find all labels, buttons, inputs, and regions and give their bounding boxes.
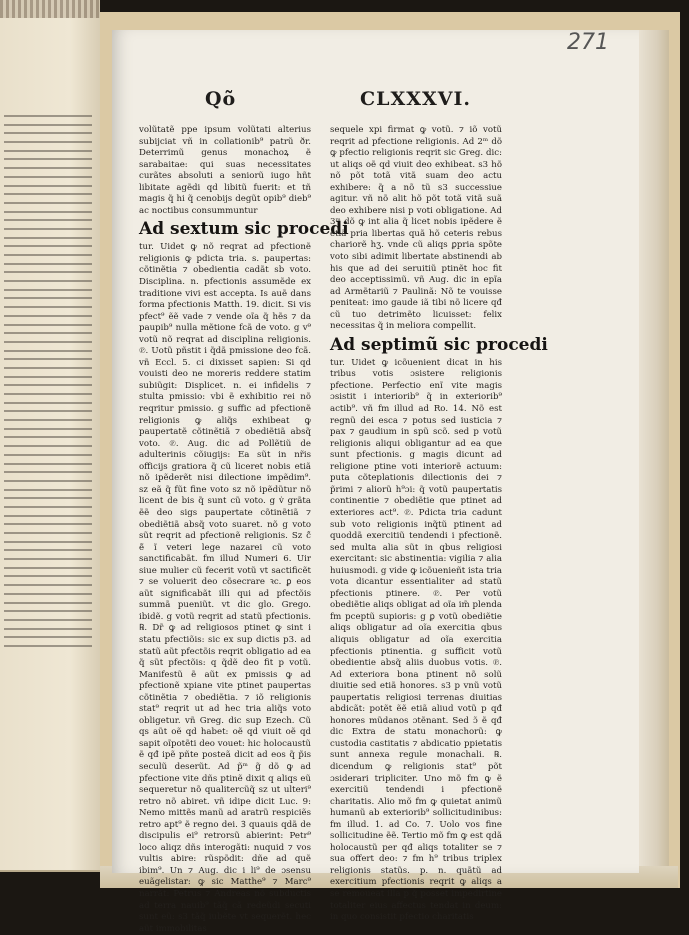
- previous-page-edge: [0, 0, 100, 872]
- running-head-right: CLXXXVI.: [360, 88, 471, 110]
- binding-strip: [0, 0, 100, 18]
- right-article-heading: Ad septimũ sic procedi: [330, 334, 548, 355]
- right-text-column: [330, 125, 548, 924]
- right-paragraph-1: sequele xpi firmat ꝙ votũ. ⁊ iõ votũ reqrit ad pfectione religionis. Ad 2ᵐ dõ ꝙ pfectio religionis reqrit sic Greg. dic: ut aliqs oẽ qd viuit deo exhibeat. s3 hõ nõ põt totã vitã suam deo actu exhibere: q̃ a nõ tũ s3 successiue agitur. vñ nõ alit hõ põt totã vitã suã deo exhibere nisi p voti obligatione. Ad 3ᵐ dõ ꝙ int alia q̃ licet nobis ipẽdere ẽ etiã pria libertas quã hõ ceteris rebus chariorẽ hʒ. vnde cũ aliqs ꝑpria spõte voto sibi adimit libertate abstinendi ab his que ad dei seruitiũ ptinẽt hoc fit deo acceptissimũ. vñ Aug. dic in epĩa ad Armẽtariũ ⁊ Paulinã: Nõ te vouisse peniteat: imo gaude iã tibi nõ licere qđ cũ tuo detrimẽto licuisset: felix necessitas q̃ in meliora compellit.: [330, 125, 502, 332]
- folio-number: 271: [567, 30, 609, 55]
- page-fore-edge: [639, 30, 669, 873]
- previous-page-text-lines: [4, 115, 92, 675]
- right-paragraph-2: tur. Uidet ꝙ icõuenient dicat in his tribus votis ɔsistere religionis pfectione. Perfectio enĩ vite magis ɔsistit i interiorib⁹ q̃ in exteriorib⁹ actib⁹. vñ fm illud ad Ro. 14. Nõ est regnũ dei esca ⁊ potus sed iusticia ⁊ pax ⁊ gaudium in spũ scõ. sed p votũ religionis aliqui obligantur ad ea que sunt pfectionis. g magis dicunt ad religione ptine voti interiorẽ actuum: puta cõteplationis dilectionis dei ⁊ p̃rimi ⁊ aliorũ h⁹ɔi: q̃ votũ paupertatis continentie ⁊ obediẽtie que ptinet ad exteriores act⁹. ℗. Pdicta tria cadunt sub voto religionis inq̃tũ ptinent ad quoddã exercitiũ tendendi i pfectionẽ. sed multa alia sũt in qbus religiosi exercitant: sic abstinentia: vigilia ⁊ alia huiusmodi. g vide ꝙ icõuenieñt ista tria vota dicantur essentialiter ad statũ pfectionis ptinere. ℗. Per votũ obediẽtie aliqs obligat ad oĩa im̃ plenda fm pceptũ supioris: g ꝑ votũ obediẽtie aliqs obligatur ad oĩa exercitia qbus aliquis obligatur ad oĩa exercitia pfectionis ptinentia. g sufficit votũ obedientie absq̃ aliis duobus votis. ℗. Ad exteriora bona ptinent nõ solũ diuitie sed etiã honores. s3 p vnũ votũ paupertatis religiosi terrenas diuitias abdicãt: potẽt ẽẽ etiã aliud votũ p qđ honores mũdanos ɔtẽnant. Sed ɔ̃ ẽ qđ dic Extra de statu monachorũ: ꝙ custodia castitatis ⁊ abdicatio ppietatis sunt annexa regule monachali. ℞. dicendum ꝙ religionis stat⁹ põt ɔsiderari tripliciter. Uno mõ fm ꝙ ẽ exercitiũ tendendi i pfectionẽ charitatis. Alio mõ fm ꝙ quietat animũ humanũ ab exteriorib⁹ sollicitudinibus: fm illud. 1. ad Co. 7. Uolo vos fine sollicitudine ẽẽ. Tertio mõ fm ꝙ est qdã holocaustũ per qđ aliqs totaliter se ⁊ sua offert deo: ⁊ fm h⁹ tribus triplex religionis statũs. p. n. quãtũ ad exercitium pfectionis reqrit ꝙ aliqs a se remoueat illa p q̃ posset impedirtine totaliter eius affectus tendat in deum: in quo consistit pfectio charitatis: [330, 357, 502, 923]
- left-text-column: [139, 125, 349, 935]
- running-head-left: Qõ: [205, 88, 237, 110]
- left-article-heading: Ad sextum sic procedi: [139, 219, 349, 240]
- left-paragraph-1: volũtatẽ ppe ipsum volũtati alterius subijciat vñ in collationib⁹ patrũ ðr. Deterrimũ genus monachoꝝ ẽ sarabaitae: qui suas necessitates curãtes absoluti a seniorũ iugo hñt libitate agẽdi qd libitũ fuerit: et tñ magis q̃ hi q̃ cenobijs degũt opib⁹ dieb⁹ ac noctibus consummuntur: [139, 125, 311, 216]
- left-paragraph-2: tur. Uidet ꝙ nõ reqrat ad pfectionẽ religionis ꝙ pdicta tria. s. paupertas: cõtinẽtia ⁊ obedientia cadãt sb voto. Disciplina. n. pfectionis assumẽde ex traditione vivi est accepta. Is auẽ dans forma pfectionis Matth. 19. dicit. Si vis pfect⁹ ẽẽ vade ⁊ vende oĩa q̃ hẽs ⁊ da paupib⁹ nulla mẽtione fcã de voto. g v⁹ votũ nõ reqrat ad disciplina religionis. ℗. Uotũ pñstit i q̃dã pmissione deo fcã. vñ Eccl. 5. ci dixisset sapien: Si qd vouisti deo ne moreris reddere statim subiũgit: Displicet. n. ei infidelis ⁊ stulta pmissio: vbi ẽ exhibitio rei nõ reqritur pmissio. g suffic ad pfectionẽ religionis ꝙ aliq̃s exhibeat ꝙ paupertatẽ cõtinẽtiã ⁊ obediẽtiã absq̃ voto. ℗. Aug. dic ad Pollẽtiũ de adulterinis cõiugijs: Ea sũt in nr̃is officijs gratiora q̃ cũ liceret nobis etiã nõ ipẽderẽt nisi dilectione impẽdim⁹. sz eã q̃ fũt fine voto sz nõ ipẽdũtur nõ licent de bis q̃ sunt cũ voto. g v̇ grãta ẽẽ deo sigs paupertate cõtinẽtiã ⁊ obediẽtiã absq̃ voto suaret. nõ g voto sũt reqrit ad pfectionẽ religionis. Sz ĉ̃ ẽ̃ ĩ veteri lege nazarei cũ voto sanctificabãt. fm illud Numeri 6. Uir siue mulier cũ fecerit votũ vt sactificẽt ⁊ se voluerit deo cõsecrare ꝛc. ꝑ eos aũt significabãt illi qui ad pfectõis summã pueniũt. vt dic glo. Grego. ibidẽ. g votũ reqrit ad statũ pfectionis. ℞. Dr̃ ꝙ ad religiosos ptinet ꝙ sint i statu pfectiõis: sic ex sup dictis p3. ad statũ aũt pfectõis reqrit obligatio ad ea q̃ sũt pfectõis: q q̃dẽ deo fit p votũ. Manifestũ ẽ aũt ex pmissis ꝙ ad pfectionẽ xpiane vite ptinet paupertas cõtinẽtia ⁊ obediẽtia. ⁊ iõ religionis stat⁹ reqrit ut ad hec tria aliq̃s voto obligetur. vñ Greg. dic sup Ezech. Cũ qs aũt oẽ qd habet: oẽ qd viuit oẽ qd sapit oĩpotẽti deo vouet: hic holocaustũ ẽ qđ ipẽ pñte posteã dicit ad eos q̃ p̃is seculũ deserũt. Ad p̃ᵐ g̃ dõ ꝙ ad pfectione vite dñs ptinẽ dixit q aliqs eũ sequeretur nõ qualitercũq̃ sz ut ulteri⁹ retro nõ abiret. vñ idipe dicit Luc. 9: Nemo mittẽs manũ ad aratrũ respiciẽs retro apt⁹ ẽ regno dei. Ꝫ quauis qdã de discipulis ei⁹ retrorsũ abierint: Petr⁹ loco aliqz dñs interogãti: nuquid ⁊ vos vultis abire: rũspõdit: dñe ad quẽ ibim⁹. Un ⁊ Aug. dic i li⁹ de ɔsensu euãgelistar: ꝙ sic Matthe⁹ ⁊ Marc⁹ narrãt: Petrus ⁊ Andreas nõ subductis ad terra nauib⁹ tãq̃ cã redeũdi secuti sunt eũ: s3 tãq̃ iubẽte vt sequerẽt. hec aũt immobilitas: [139, 242, 311, 934]
